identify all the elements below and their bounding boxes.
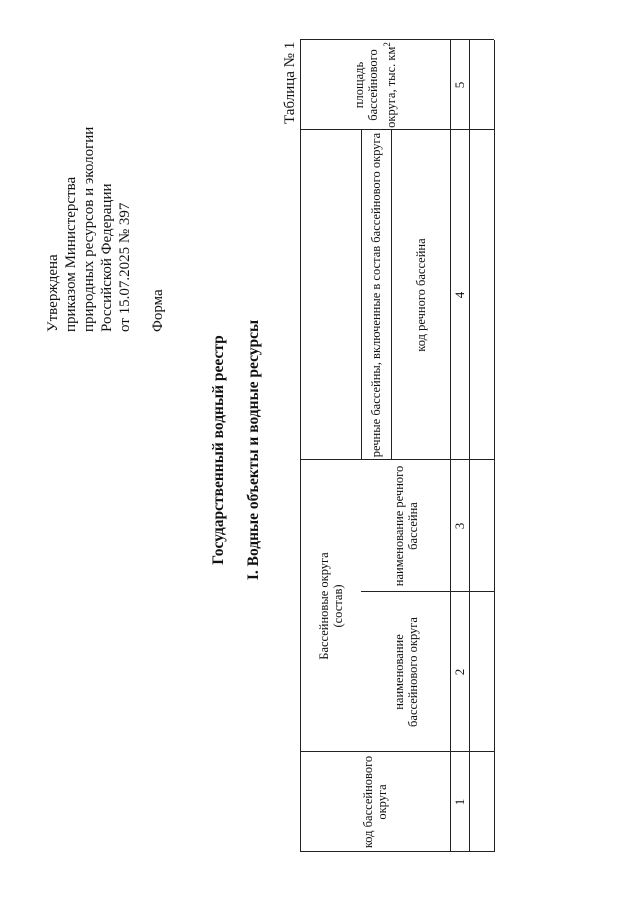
document-title: Государственный водный реестр — [210, 335, 227, 565]
approval-line: природных ресурсов и экологии — [81, 126, 97, 332]
data-table — [300, 40, 494, 852]
section-heading: I. Водные объекты и водные ресурсы — [245, 319, 262, 581]
table-border-bottom — [494, 40, 495, 852]
header-cell: наименование речного бассейна — [391, 465, 420, 587]
column-number: 2 — [451, 668, 467, 676]
column-number: 1 — [451, 798, 467, 806]
table-line-numbers-bottom — [469, 40, 470, 852]
column-number: 5 — [451, 81, 467, 89]
approval-line: Утверждена — [45, 254, 61, 332]
approval-block — [44, 32, 134, 332]
approval-line: от 15.07.2025 № 397 — [117, 202, 133, 332]
header-subgroup-cell: речные бассейны, включенные в состав бассейнового округа — [369, 132, 383, 458]
form-label: Форма — [150, 289, 166, 332]
approval-line: приказом Министерства — [63, 176, 79, 332]
header-group-cell: Бассейновые округа (состав) — [316, 552, 345, 660]
header-cell: код бассейнового округа — [361, 755, 389, 849]
header-cell: площадь бассейнового округа, тыс. $км^2$ — [351, 42, 399, 128]
column-number: 4 — [451, 291, 467, 299]
header-cell: наименование бассейнового округа — [391, 617, 420, 727]
header-cell: код речного бассейна — [413, 238, 428, 352]
approval-line: Российской Федерации — [99, 183, 115, 332]
column-number: 3 — [451, 522, 467, 530]
table-number-label: Таблица № 1 — [282, 41, 298, 124]
